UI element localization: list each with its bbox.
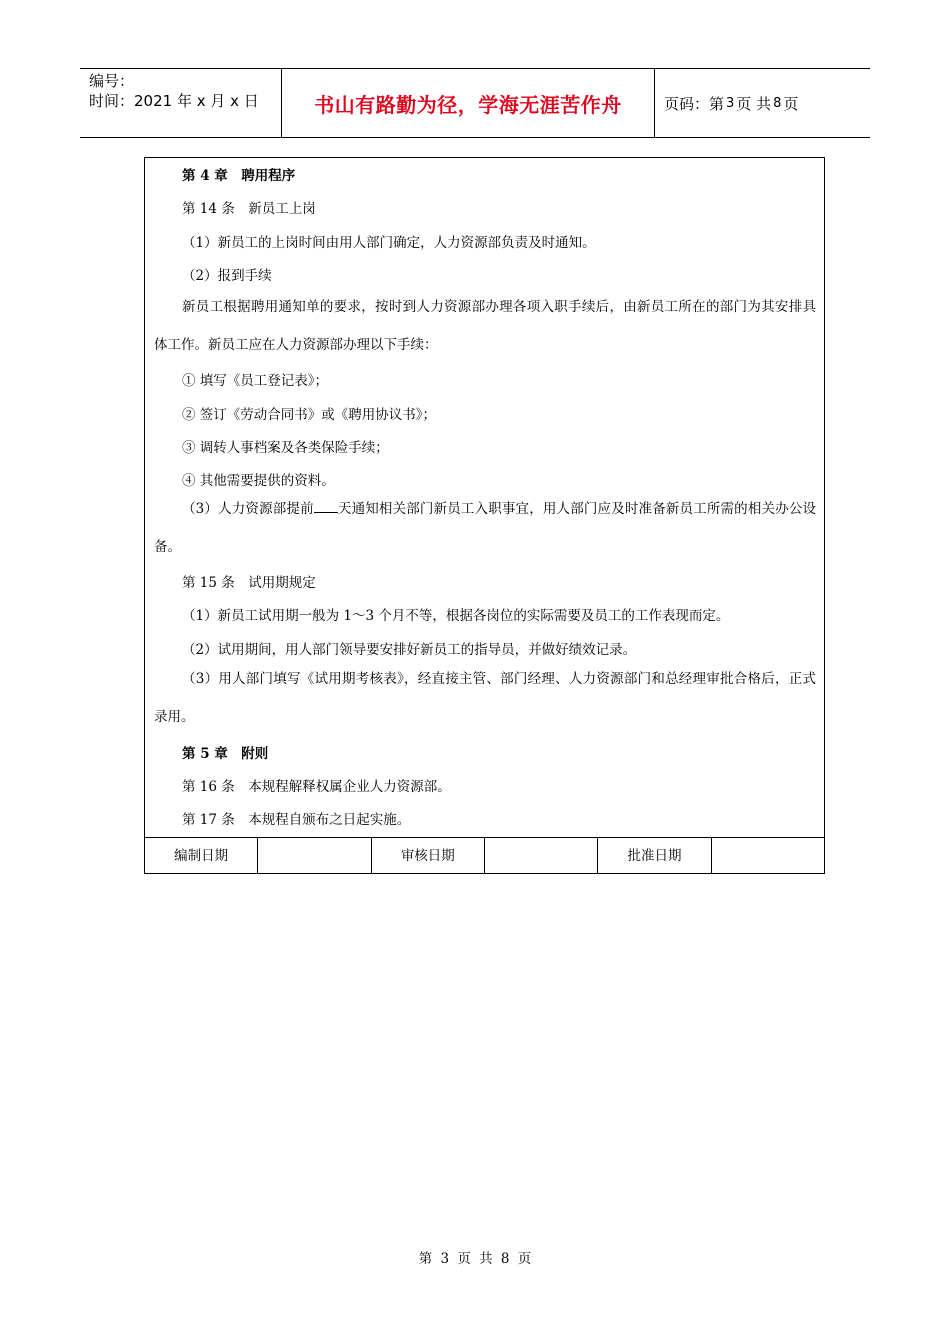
page-current: 3 xyxy=(726,95,735,111)
page-total: 8 xyxy=(773,95,782,111)
approve-date-label: 批准日期 xyxy=(598,838,711,873)
article-14-heading: 第 14 条 新员工上岗 xyxy=(182,201,316,217)
document-content xyxy=(145,158,824,839)
page-suffix: 页 xyxy=(783,94,799,113)
page-prefix: 页码：第 xyxy=(664,94,725,113)
article-16: 第 16 条 本规程解释权属企业人力资源部。 xyxy=(182,779,451,795)
header-meta xyxy=(80,69,282,137)
article-14-clause-2: （2）报到手续 xyxy=(182,268,272,284)
review-date-label: 审核日期 xyxy=(372,838,485,873)
compile-date-label: 编制日期 xyxy=(145,838,258,873)
list-item-1: ① 填写《员工登记表》； xyxy=(182,373,329,389)
article-15-clause-2: （2）试用期间，用人部门领导要安排好新员工的指导员，并做好绩效记录。 xyxy=(182,642,637,658)
chapter-5-heading: 第 5 章 附则 xyxy=(182,746,269,762)
page-footer: 第 3 页 共 8 页 xyxy=(418,1251,532,1267)
document-date: 时间：2021 年 x 月 x 日 xyxy=(89,92,259,110)
approve-date-field xyxy=(712,838,824,873)
chapter-4-heading: 第 4 章 聘用程序 xyxy=(182,168,296,184)
page-mid: 页 共 xyxy=(736,94,772,113)
header-motto: 书山有路勤为径，学海无涯苦作舟 xyxy=(282,69,655,137)
document-code: 编号： xyxy=(89,72,135,90)
article-17: 第 17 条 本规程自颁布之日起实施。 xyxy=(182,812,411,828)
compile-date-field xyxy=(258,838,371,873)
fill-in-blank xyxy=(314,500,338,513)
clause-3-suffix: 天通知相关部门新员工入职事宜，用人部门应及时准备新员工所需的相关办公设备。 xyxy=(154,501,817,555)
list-item-2: ② 签订《劳动合同书》或《聘用协议书》； xyxy=(182,407,437,423)
list-item-3: ③ 调转人事档案及各类保险手续； xyxy=(182,440,389,456)
header-page-number xyxy=(654,69,870,137)
article-15-clause-1: （1）新员工试用期一般为 1～3 个月不等，根据各岗位的实际需要及员工的工作表现而定。 xyxy=(182,608,730,624)
document-table xyxy=(144,157,825,874)
list-item-4: ④ 其他需要提供的资料。 xyxy=(182,473,335,489)
signoff-row xyxy=(145,837,824,873)
review-date-field xyxy=(485,838,598,873)
article-14-clause-1: （1）新员工的上岗时间由用人部门确定，人力资源部负责及时通知。 xyxy=(182,235,596,251)
page-header xyxy=(80,68,870,138)
article-15-heading: 第 15 条 试用期规定 xyxy=(182,575,316,591)
article-15-clause-3: （3）用人部门填写《试用期考核表》，经直接主管、部门经理、人力资源部门和总经理审批合格后，正式录用。 xyxy=(154,671,816,725)
clause-3-prefix: （3）人力资源部提前 xyxy=(182,501,314,517)
article-14-clause-2-text: 新员工根据聘用通知单的要求，按时到人力资源部办理各项入职手续后，由新员工所在的部门为其安排具体工作。新员工应在人力资源部办理以下手续： xyxy=(154,299,816,353)
article-14-clause-3 xyxy=(154,490,816,566)
